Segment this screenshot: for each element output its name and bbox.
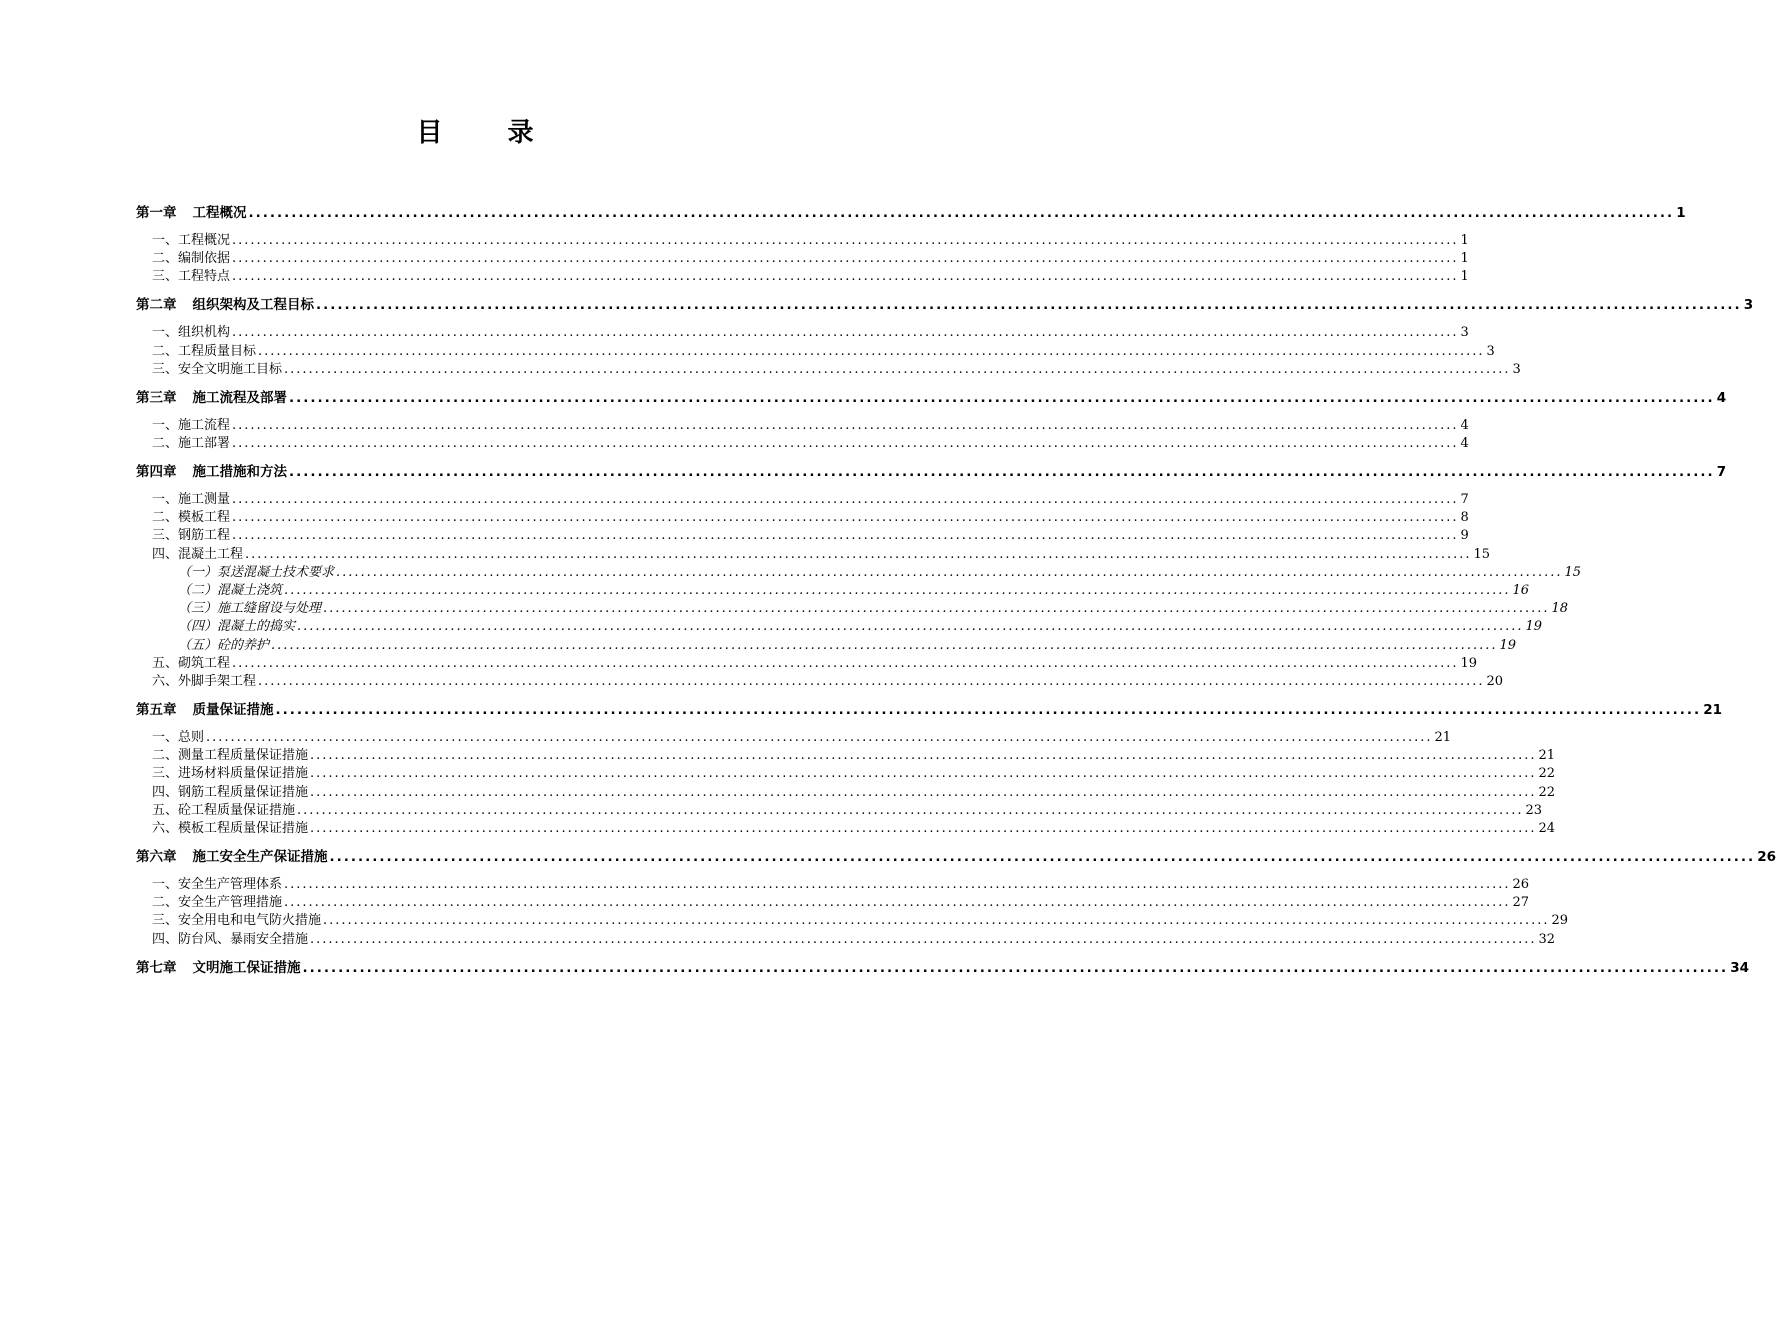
dot-leader: ........................................................................................................................................................................................................ bbox=[289, 464, 1715, 480]
dot-leader: ........................................................................................................................................................................................................ bbox=[248, 205, 1675, 221]
dot-leader: ........................................................................................................................................................................................................ bbox=[258, 674, 1485, 689]
toc-chapter-entry[interactable] bbox=[136, 389, 1727, 407]
toc-entry-label: 四、钢筋工程质量保证措施 bbox=[152, 784, 309, 800]
toc-entry-label: 五、砌筑工程 bbox=[152, 655, 231, 671]
chapter-title: 文明施工保证措施 bbox=[192, 959, 301, 976]
dot-leader: ........................................................................................................................................................................................................ bbox=[336, 564, 1563, 580]
toc-page-number: 1 bbox=[1460, 233, 1469, 248]
toc-page-number: 3 bbox=[1460, 325, 1469, 341]
toc-page-number: 1 bbox=[1460, 269, 1469, 285]
dot-leader: ........................................................................................................................................................................................................ bbox=[316, 297, 1742, 314]
dot-leader: ........................................................................................................................................................................................................ bbox=[232, 655, 1459, 671]
dot-leader: ........................................................................................................................................................................................................ bbox=[232, 436, 1459, 451]
toc-section-entry[interactable] bbox=[136, 268, 1469, 286]
toc-entry-label: （二）混凝土浇筑 bbox=[178, 583, 283, 598]
toc-page-number: 21 bbox=[1538, 748, 1556, 764]
toc-entry-label: 二、测量工程质量保证措施 bbox=[152, 748, 309, 764]
dot-leader: ........................................................................................................................................................................................................ bbox=[297, 802, 1524, 818]
toc-page-number: 9 bbox=[1460, 528, 1469, 544]
toc-chapter-entry[interactable] bbox=[136, 848, 1776, 866]
toc-page-number: 19 bbox=[1460, 655, 1478, 671]
toc-section-entry[interactable] bbox=[136, 729, 1452, 747]
dot-leader: ........................................................................................................................................................................................................ bbox=[232, 528, 1459, 544]
dot-leader: ........................................................................................................................................................................................................ bbox=[323, 601, 1550, 617]
toc-entry-label bbox=[136, 701, 274, 719]
toc-page-number: 4 bbox=[1460, 417, 1469, 433]
dot-leader: ........................................................................................................................................................................................................ bbox=[310, 784, 1537, 800]
toc-section-entry[interactable] bbox=[136, 820, 1556, 838]
toc-section-entry[interactable] bbox=[136, 546, 1491, 564]
toc-page-number: 8 bbox=[1460, 510, 1469, 526]
toc-page-number: 7 bbox=[1716, 464, 1727, 480]
toc-section-entry[interactable] bbox=[136, 343, 1495, 361]
toc-page-number: 3 bbox=[1743, 297, 1754, 314]
toc-entry-label: 三、钢筋工程 bbox=[152, 528, 231, 544]
toc-entry-label: 二、模板工程 bbox=[152, 510, 231, 526]
chapter-number: 第二章 bbox=[136, 297, 177, 314]
toc-section-entry[interactable] bbox=[136, 765, 1556, 783]
toc-page-number: 7 bbox=[1460, 492, 1469, 507]
dot-leader: ........................................................................................................................................................................................................ bbox=[271, 637, 1498, 653]
toc-section-entry[interactable] bbox=[136, 747, 1556, 765]
toc-subsection-entry[interactable] bbox=[136, 582, 1530, 600]
toc-section-entry[interactable] bbox=[136, 232, 1469, 250]
page-title: 目 录 bbox=[416, 118, 562, 148]
toc-entry-label: 一、总则 bbox=[152, 730, 205, 745]
toc-page-number: 27 bbox=[1512, 895, 1530, 911]
toc-page-number: 1 bbox=[1676, 205, 1686, 221]
toc-entry-label bbox=[136, 848, 328, 866]
toc-page-number: 4 bbox=[1716, 389, 1727, 406]
dot-leader: ........................................................................................................................................................................................................ bbox=[232, 510, 1459, 526]
toc-page-number: 16 bbox=[1512, 583, 1530, 598]
toc-entry-label: 三、安全文明施工目标 bbox=[152, 361, 283, 377]
chapter-title: 施工流程及部署 bbox=[192, 389, 287, 406]
toc-page-number: 26 bbox=[1757, 849, 1776, 865]
dot-leader: ........................................................................................................................................................................................................ bbox=[284, 361, 1511, 377]
dot-leader: ........................................................................................................................................................................................................ bbox=[310, 748, 1537, 764]
toc-page-number: 21 bbox=[1434, 730, 1452, 745]
toc-entry-label: 二、编制依据 bbox=[152, 251, 231, 267]
toc-section-entry[interactable] bbox=[136, 250, 1469, 268]
toc-page-number: 34 bbox=[1730, 959, 1749, 976]
dot-leader: ........................................................................................................................................................................................................ bbox=[206, 730, 1433, 745]
toc-entry-label: 一、施工测量 bbox=[152, 492, 231, 507]
toc-entry-label bbox=[136, 204, 247, 222]
chapter-title: 施工措施和方法 bbox=[192, 464, 287, 480]
toc-page-number: 18 bbox=[1551, 601, 1569, 617]
toc-section-entry[interactable] bbox=[136, 324, 1469, 342]
toc-subsection-entry[interactable] bbox=[136, 618, 1543, 636]
toc-entry-label: 三、工程特点 bbox=[152, 269, 231, 285]
toc-entry-label: （三）施工缝留设与处理 bbox=[178, 601, 322, 617]
toc-chapter-entry[interactable] bbox=[136, 701, 1722, 719]
toc-entry-label: 六、模板工程质量保证措施 bbox=[152, 821, 309, 836]
toc-entry-label bbox=[136, 389, 287, 407]
dot-leader: ........................................................................................................................................................................................................ bbox=[297, 619, 1524, 635]
toc-entry-label: 三、进场材料质量保证措施 bbox=[152, 766, 309, 782]
toc-page-number: 21 bbox=[1703, 702, 1722, 718]
toc-entry-label: 二、工程质量目标 bbox=[152, 343, 257, 359]
toc-section-entry[interactable] bbox=[136, 673, 1504, 691]
dot-leader: ........................................................................................................................................................................................................ bbox=[310, 821, 1537, 836]
toc-entry-label: 四、防台风、暴雨安全措施 bbox=[152, 931, 309, 947]
dot-leader: ........................................................................................................................................................................................................ bbox=[284, 895, 1511, 911]
toc-page-number: 26 bbox=[1512, 877, 1530, 892]
toc-entry-label: 四、混凝土工程 bbox=[152, 546, 244, 562]
dot-leader: ........................................................................................................................................................................................................ bbox=[258, 343, 1485, 359]
toc-section-entry[interactable] bbox=[136, 802, 1543, 820]
chapter-title: 组织架构及工程目标 bbox=[192, 297, 314, 314]
toc-entry-label: 五、砼工程质量保证措施 bbox=[152, 802, 296, 818]
toc-chapter-entry[interactable] bbox=[136, 296, 1754, 314]
chapter-number: 第一章 bbox=[136, 205, 177, 221]
toc-section-entry[interactable] bbox=[136, 876, 1530, 894]
toc-entry-label: 一、施工流程 bbox=[152, 417, 231, 433]
toc-page-number: 15 bbox=[1473, 546, 1491, 562]
dot-leader: ........................................................................................................................................................................................................ bbox=[284, 877, 1511, 892]
toc-entry-label: 二、施工部署 bbox=[152, 436, 231, 451]
chapter-title: 施工安全生产保证措施 bbox=[192, 849, 328, 865]
toc-entry-label: 一、安全生产管理体系 bbox=[152, 877, 283, 892]
toc-section-entry[interactable] bbox=[136, 655, 1478, 673]
dot-leader: ........................................................................................................................................................................................................ bbox=[310, 931, 1537, 947]
dot-leader: ........................................................................................................................................................................................................ bbox=[329, 849, 1756, 865]
toc-page-number: 23 bbox=[1525, 802, 1543, 818]
dot-leader: ........................................................................................................................................................................................................ bbox=[232, 251, 1459, 267]
toc-chapter-entry[interactable] bbox=[136, 959, 1749, 977]
chapter-number: 第三章 bbox=[136, 389, 177, 406]
dot-leader: ........................................................................................................................................................................................................ bbox=[284, 583, 1511, 598]
dot-leader: ........................................................................................................................................................................................................ bbox=[302, 959, 1729, 976]
toc-page-number: 19 bbox=[1525, 619, 1543, 635]
chapter-number: 第五章 bbox=[136, 702, 177, 718]
toc-chapter-entry[interactable] bbox=[136, 204, 1686, 222]
toc-entry-label bbox=[136, 296, 314, 314]
toc-entry-label: 六、外脚手架工程 bbox=[152, 674, 257, 689]
dot-leader: ........................................................................................................................................................................................................ bbox=[310, 766, 1537, 782]
chapter-number: 第七章 bbox=[136, 959, 177, 976]
chapter-number: 第四章 bbox=[136, 464, 177, 480]
toc-page-number: 19 bbox=[1499, 637, 1517, 653]
toc-entry-label bbox=[136, 463, 287, 481]
toc-section-entry[interactable] bbox=[136, 784, 1556, 802]
toc-page-number: 32 bbox=[1538, 931, 1556, 947]
toc-entry-label: （五）砼的养护 bbox=[178, 637, 270, 653]
toc-page-number: 3 bbox=[1486, 343, 1495, 359]
dot-leader: ........................................................................................................................................................................................................ bbox=[275, 702, 1702, 718]
dot-leader: ........................................................................................................................................................................................................ bbox=[232, 492, 1459, 507]
toc-entry-label: 一、组织机构 bbox=[152, 325, 231, 341]
dot-leader: ........................................................................................................................................................................................................ bbox=[289, 389, 1715, 406]
dot-leader: ........................................................................................................................................................................................................ bbox=[232, 417, 1459, 433]
toc-chapter-entry[interactable] bbox=[136, 463, 1727, 481]
dot-leader: ........................................................................................................................................................................................................ bbox=[245, 546, 1472, 562]
toc-section-entry[interactable] bbox=[136, 491, 1469, 509]
chapter-title: 质量保证措施 bbox=[192, 702, 274, 718]
toc-section-entry[interactable] bbox=[136, 894, 1530, 912]
toc-section-entry[interactable] bbox=[136, 417, 1469, 435]
chapter-title: 工程概况 bbox=[192, 205, 247, 221]
toc-subsection-entry[interactable] bbox=[136, 564, 1582, 582]
toc-page-number: 24 bbox=[1538, 821, 1556, 836]
dot-leader: ........................................................................................................................................................................................................ bbox=[232, 269, 1459, 285]
toc-section-entry[interactable] bbox=[136, 931, 1556, 949]
toc-section-entry[interactable] bbox=[136, 912, 1569, 930]
toc-page-number: 29 bbox=[1551, 913, 1569, 929]
toc-entry-label bbox=[136, 959, 301, 977]
toc-section-entry[interactable] bbox=[136, 509, 1469, 527]
toc-entry-label: 三、安全用电和电气防火措施 bbox=[152, 913, 322, 929]
toc-page-number: 20 bbox=[1486, 674, 1504, 689]
toc-subsection-entry[interactable] bbox=[136, 600, 1569, 618]
toc-section-entry[interactable] bbox=[136, 361, 1521, 379]
toc-entry-label: （四）混凝土的捣实 bbox=[178, 619, 296, 635]
toc-page-number: 1 bbox=[1460, 251, 1469, 267]
chapter-number: 第六章 bbox=[136, 849, 177, 865]
toc-page-number: 22 bbox=[1538, 766, 1556, 782]
toc-section-entry[interactable] bbox=[136, 435, 1469, 453]
toc-entry-label: （一）泵送混凝土技术要求 bbox=[178, 564, 335, 580]
toc-page-number: 4 bbox=[1460, 436, 1469, 451]
toc-page-number: 3 bbox=[1512, 361, 1521, 377]
toc-entry-label: 二、安全生产管理措施 bbox=[152, 895, 283, 911]
toc-section-entry[interactable] bbox=[136, 527, 1469, 545]
toc-entry-label: 一、工程概况 bbox=[152, 233, 231, 248]
dot-leader: ........................................................................................................................................................................................................ bbox=[232, 233, 1459, 248]
toc-page-number: 15 bbox=[1564, 564, 1582, 580]
toc-page-number: 22 bbox=[1538, 784, 1556, 800]
toc-subsection-entry[interactable] bbox=[136, 637, 1517, 655]
dot-leader: ........................................................................................................................................................................................................ bbox=[232, 325, 1459, 341]
dot-leader: ........................................................................................................................................................................................................ bbox=[323, 913, 1550, 929]
